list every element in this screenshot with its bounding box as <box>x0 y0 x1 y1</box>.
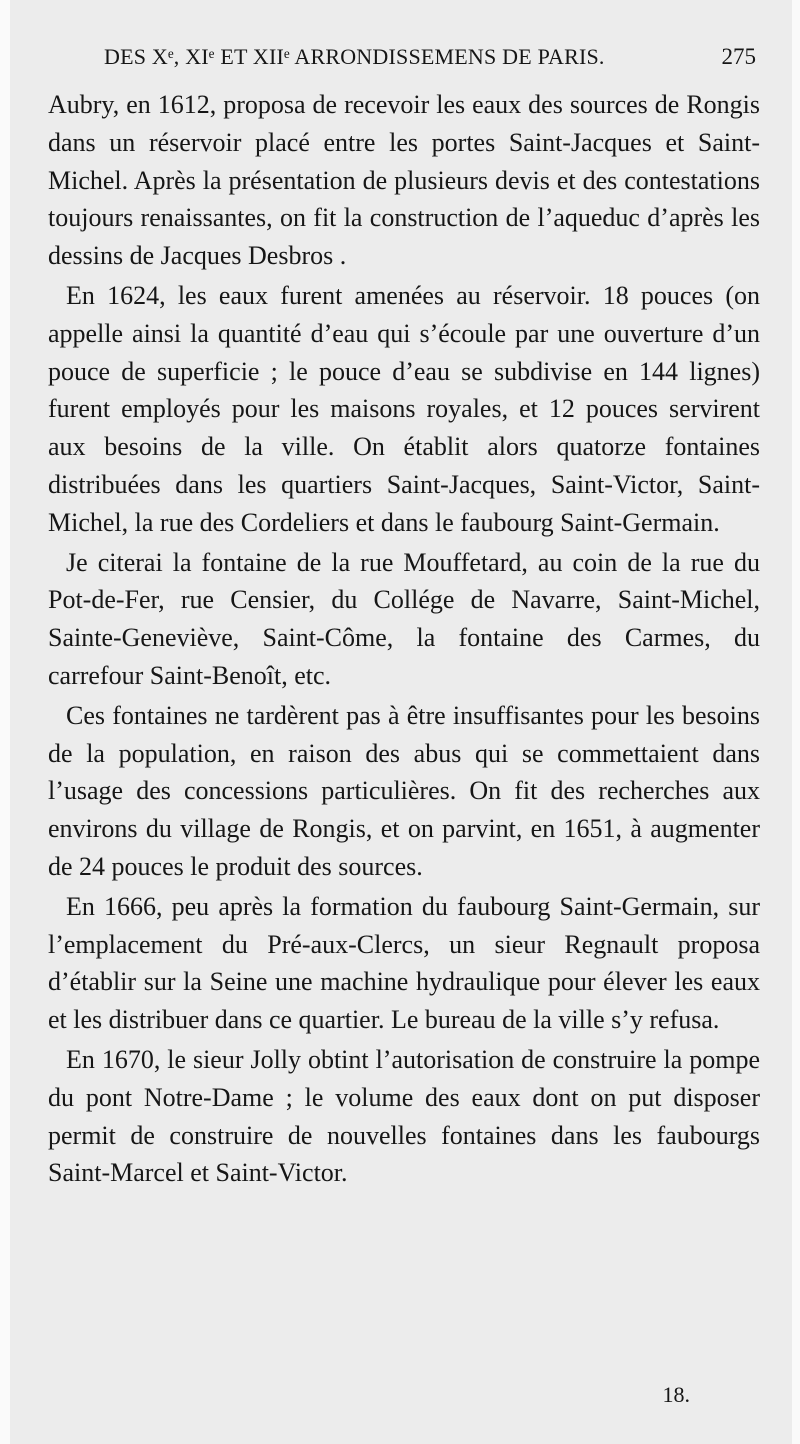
page-number: 275 <box>721 44 756 69</box>
running-header <box>48 0 760 86</box>
page-right-edge <box>792 0 800 1444</box>
paragraph-2: En 1624, les eaux furent amenées au réservoir. 18 pouces (on appelle ainsi la quantité d’eau qui s’écoule par une ouverture d’un pouce de superficie ; le pouce d’eau se subdivise en 144 lignes) furent employés pour les maisons royales, et 12 pouces servirent aux besoins de la ville. On établit alors quatorze fontaines distribuées dans les quartiers Saint-Jacques, Saint-Victor, Saint-Michel, la rue des Cordeliers et dans le faubourg Saint-Germain. <box>48 280 760 537</box>
body-text <box>48 86 760 1192</box>
paragraph-4: Ces fontaines ne tardèrent pas à être insuffisantes pour les besoins de la population, en raison des abus qui se commettaient dans l’usage des concessions particulières. On fit des recherches aux environs du village de Rongis, et on parvint, en 1651, à augmenter de 24 pouces le produit des sources. <box>48 700 760 881</box>
paragraph-1: Aubry, en 1612, proposa de recevoir les eaux des sources de Rongis dans un réservoir placé entre les portes Saint-Jacques et Saint-Michel. Après la présentation de plusieurs devis et des contestations toujours renaissantes, on fit la construction de l’aqueduc d’après les dessins de Jacques Desbros . <box>48 90 760 271</box>
running-title: DES Xᵉ, XIᵉ ET XIIᵉ ARRONDISSEMENS DE PARIS. <box>104 44 605 69</box>
paragraph-5: En 1666, peu après la formation du faubourg Saint-Germain, sur l’emplacement du Pré-aux-Clercs, un sieur Regnault proposa d’établir sur la Seine une machine hydraulique pour élever les eaux et les distribuer dans ce quartier. Le bureau de la ville s’y refusa. <box>48 891 760 1035</box>
page-left-edge <box>0 0 10 1444</box>
paragraph-3: Je citerai la fontaine de la rue Mouffetard, au coin de la rue du Pot-de-Fer, rue Censier, du Collége de Navarre, Saint-Michel, Sainte-Geneviève, Saint-Côme, la fontaine des Carmes, du carrefour Saint-Benoît, etc. <box>48 547 760 690</box>
signature-mark: 18. <box>662 1382 690 1407</box>
paragraph-6: En 1670, le sieur Jolly obtint l’autorisation de construire la pompe du pont Notre-Dame ; le volume des eaux dont on put disposer permit de construire de nouvelles fontaines dans les faubourgs Saint-Marcel et Saint-Victor. <box>48 1044 760 1188</box>
